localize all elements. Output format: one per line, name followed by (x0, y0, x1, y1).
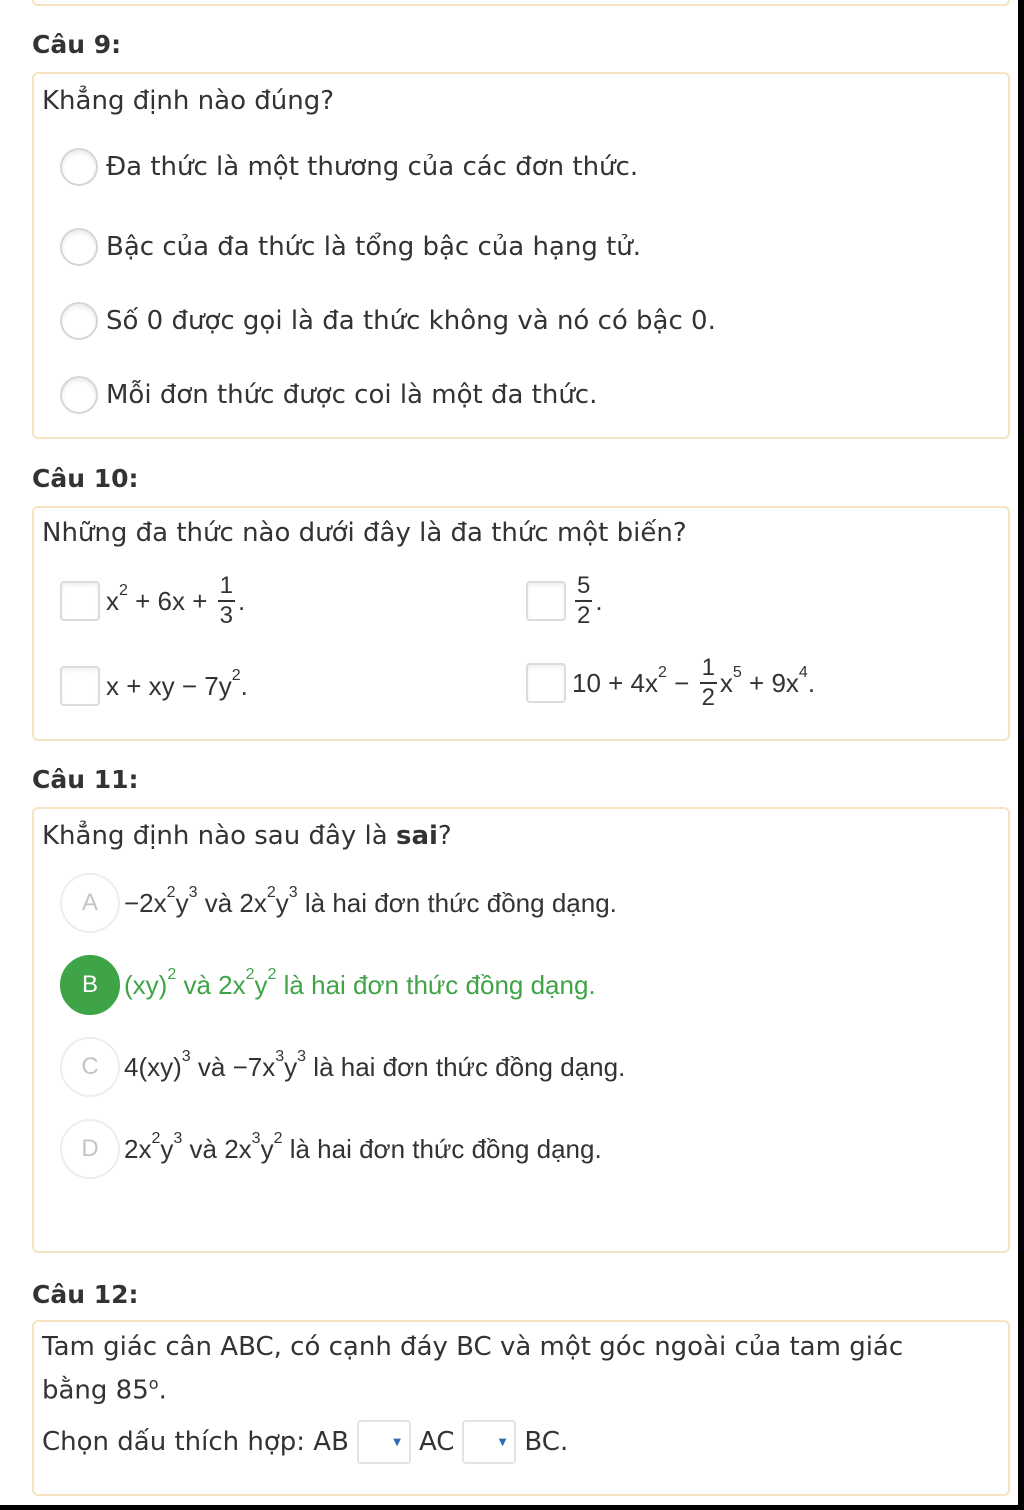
caret-down-icon: ▼ (498, 1436, 507, 1448)
checkbox[interactable] (60, 666, 100, 706)
option-label: −2x $^2$ y $^3$ và 2x $^2$ y $^3$ là hai đơn thức đồng dạng. (124, 884, 617, 918)
question-11-prompt: Khẳng định nào sau đây là sai? (42, 821, 452, 851)
question-12-line-1: Tam giác cân ABC, có cạnh đáy BC và một góc ngoài của tam giác (42, 1332, 904, 1362)
polynomial-expression: x $^2$ + 6x + $\frac{1}{3}$ . (106, 572, 246, 629)
polynomial-expression: $\frac{5}{2}$ . (577, 572, 603, 629)
fraction: $\frac{5}{2}$ (577, 572, 591, 629)
radio-button[interactable] (60, 376, 98, 414)
q10-option-d[interactable] (526, 656, 815, 710)
q10-option-c[interactable] (60, 666, 248, 706)
question-9-prompt: Khẳng định nào đúng? (42, 86, 335, 116)
q9-option-4[interactable] (60, 376, 597, 414)
option-label: Đa thức là một thương của các đơn thức. (106, 152, 639, 182)
q10-option-a[interactable] (60, 574, 245, 628)
checkbox[interactable] (60, 581, 100, 621)
question-12-title: Câu 12: (32, 1280, 139, 1309)
answer-letter-c[interactable]: C (60, 1037, 120, 1097)
q11-option-b[interactable] (60, 955, 596, 1015)
q9-option-2[interactable] (60, 228, 641, 266)
polynomial-expression: x + xy − 7y $^2$ . (106, 667, 248, 701)
question-12-line-2: bằng 85$^o$. (42, 1374, 167, 1406)
option-label: Bậc của đa thức là tổng bậc của hạng tử. (106, 232, 642, 262)
fraction: $\frac{1}{2}$ (701, 654, 715, 711)
question-9-card (32, 72, 1010, 439)
question-9-title: Câu 9: (32, 30, 122, 59)
radio-button[interactable] (60, 148, 98, 186)
question-10-prompt: Những đa thức nào dưới đây là đa thức một biến? (42, 518, 687, 548)
question-12-answer-row (42, 1420, 568, 1464)
label-bc: BC. (524, 1427, 569, 1457)
polynomial-expression: 10 + 4x $^2$ − $\frac{1}{2}$ x $^5$ + 9x $^4$ . (572, 654, 816, 711)
question-10-title: Câu 10: (32, 464, 139, 493)
previous-question-card (32, 0, 1010, 6)
caret-down-icon: ▼ (393, 1436, 401, 1448)
question-10-card (32, 506, 1010, 741)
question-12-card (32, 1320, 1010, 1496)
question-11-title: Câu 11: (32, 765, 139, 794)
answer-letter-d[interactable]: D (60, 1119, 120, 1179)
option-label: Số 0 được gọi là đa thức không và nó có bậc 0. (106, 306, 716, 336)
sign-dropdown-2[interactable] (462, 1420, 516, 1464)
question-11-card (32, 807, 1010, 1253)
q11-option-c[interactable] (60, 1037, 625, 1097)
fraction: $\frac{1}{3}$ (219, 572, 233, 629)
answer-letter-b-selected[interactable]: B (60, 955, 120, 1015)
sign-dropdown-1[interactable] (357, 1420, 411, 1464)
checkbox[interactable] (526, 581, 566, 621)
q10-option-b[interactable] (526, 574, 603, 628)
q9-option-3[interactable] (60, 302, 716, 340)
q11-option-d[interactable] (60, 1119, 602, 1179)
answer-letter-a[interactable]: A (60, 873, 120, 933)
q9-option-1[interactable] (60, 148, 638, 186)
label-ac: AC (418, 1427, 455, 1457)
option-label: Mỗi đơn thức được coi là một đa thức. (106, 380, 598, 410)
option-label: 2x $^2$ y $^3$ và 2x $^3$ y $^2$ là hai đơn thức đồng dạng. (124, 1130, 602, 1164)
radio-button[interactable] (60, 228, 98, 266)
checkbox[interactable] (526, 663, 566, 703)
radio-button[interactable] (60, 302, 98, 340)
option-label: (xy) $^2$ và 2x $^2$ y $^2$ là hai đơn thức đồng dạng. (124, 966, 596, 1000)
option-label: 4(xy) $^3$ và −7x $^3$ y $^3$ là hai đơn thức đồng dạng. (124, 1048, 626, 1082)
q11-option-a[interactable] (60, 873, 617, 933)
choose-label: Chọn dấu thích hợp: AB (42, 1427, 349, 1457)
